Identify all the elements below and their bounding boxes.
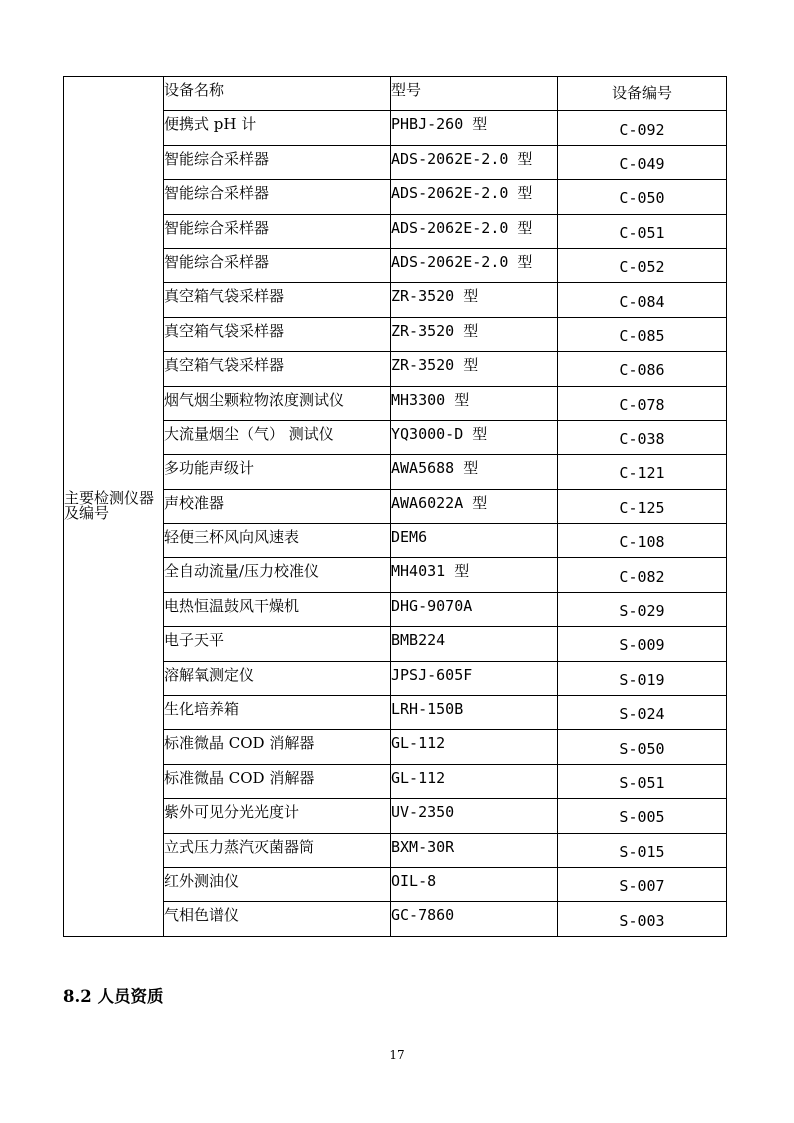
table-row: [64, 696, 727, 730]
table-row: [64, 833, 727, 867]
table-row: [64, 455, 727, 489]
model-cell: UV-2350: [391, 799, 558, 833]
model-cell: ADS-2062E-2.0 型: [391, 145, 558, 179]
equipment-name-cell: 标准微晶 COD 消解器: [164, 764, 391, 798]
equipment-name-cell: 真空箱气袋采样器: [164, 317, 391, 351]
table-row: [64, 489, 727, 523]
equipment-code-cell: S-007: [558, 867, 727, 901]
model-cell: BXM-30R: [391, 833, 558, 867]
table-row: [64, 180, 727, 214]
equipment-code-cell: C-108: [558, 524, 727, 558]
model-cell: DHG-9070A: [391, 592, 558, 626]
model-cell: BMB224: [391, 627, 558, 661]
model-cell: PHBJ-260 型: [391, 111, 558, 145]
equipment-name-cell: 真空箱气袋采样器: [164, 283, 391, 317]
model-cell: AWA5688 型: [391, 455, 558, 489]
equipment-name-cell: 标准微晶 COD 消解器: [164, 730, 391, 764]
equipment-code-cell: C-085: [558, 317, 727, 351]
equipment-name-cell: 烟气烟尘颗粒物浓度测试仪: [164, 386, 391, 420]
table-row: [64, 352, 727, 386]
equipment-code-cell: S-015: [558, 833, 727, 867]
model-cell: AWA6022A 型: [391, 489, 558, 523]
equipment-code-cell: S-051: [558, 764, 727, 798]
equipment-name-cell: 真空箱气袋采样器: [164, 352, 391, 386]
section-heading: 8.2 人员资质: [63, 987, 164, 1006]
model-cell: GL-112: [391, 764, 558, 798]
table-row: [64, 145, 727, 179]
table-row: [64, 627, 727, 661]
equipment-table: [63, 76, 727, 937]
model-cell: YQ3000-D 型: [391, 420, 558, 454]
table-row: [64, 524, 727, 558]
table-row: [64, 111, 727, 145]
model-cell: ZR-3520 型: [391, 283, 558, 317]
equipment-name-cell: 大流量烟尘（气） 测试仪: [164, 420, 391, 454]
model-cell: MH4031 型: [391, 558, 558, 592]
model-cell: ADS-2062E-2.0 型: [391, 248, 558, 282]
equipment-name-cell: 多功能声级计: [164, 455, 391, 489]
table-row: [64, 592, 727, 626]
header-equipment-name: 设备名称: [164, 77, 391, 111]
model-cell: MH3300 型: [391, 386, 558, 420]
equipment-code-cell: S-019: [558, 661, 727, 695]
page-number: 17: [389, 1048, 405, 1062]
table-row: [64, 386, 727, 420]
equipment-code-cell: S-003: [558, 902, 727, 936]
table-row: [64, 317, 727, 351]
model-cell: ZR-3520 型: [391, 317, 558, 351]
equipment-name-cell: 电子天平: [164, 627, 391, 661]
table-row: [64, 420, 727, 454]
table-row: [64, 283, 727, 317]
table-row: [64, 248, 727, 282]
equipment-code-cell: S-029: [558, 592, 727, 626]
equipment-code-cell: C-084: [558, 283, 727, 317]
equipment-name-cell: 气相色谱仪: [164, 902, 391, 936]
equipment-name-cell: 智能综合采样器: [164, 214, 391, 248]
table-row: [64, 764, 727, 798]
equipment-name-cell: 生化培养箱: [164, 696, 391, 730]
equipment-code-cell: C-125: [558, 489, 727, 523]
table-row: [64, 558, 727, 592]
equipment-code-cell: S-050: [558, 730, 727, 764]
model-cell: JPSJ-605F: [391, 661, 558, 695]
equipment-code-cell: C-092: [558, 111, 727, 145]
category-label: 主要检测仪器及编号: [64, 489, 155, 523]
model-cell: DEM6: [391, 524, 558, 558]
equipment-name-cell: 全自动流量/压力校准仪: [164, 558, 391, 592]
model-cell: GL-112: [391, 730, 558, 764]
header-model: 型号: [391, 77, 558, 111]
equipment-name-cell: 溶解氧测定仪: [164, 661, 391, 695]
table-row: [64, 867, 727, 901]
model-cell: ZR-3520 型: [391, 352, 558, 386]
equipment-code-cell: C-121: [558, 455, 727, 489]
equipment-name-cell: 声校准器: [164, 489, 391, 523]
equipment-code-cell: S-005: [558, 799, 727, 833]
equipment-code-cell: C-078: [558, 386, 727, 420]
table-row: [64, 799, 727, 833]
equipment-code-cell: S-009: [558, 627, 727, 661]
equipment-code-cell: C-050: [558, 180, 727, 214]
model-cell: GC-7860: [391, 902, 558, 936]
equipment-code-cell: C-086: [558, 352, 727, 386]
equipment-name-cell: 轻便三杯风向风速表: [164, 524, 391, 558]
equipment-name-cell: 智能综合采样器: [164, 180, 391, 214]
table-row: [64, 661, 727, 695]
equipment-code-cell: C-082: [558, 558, 727, 592]
equipment-name-cell: 紫外可见分光光度计: [164, 799, 391, 833]
equipment-name-cell: 电热恒温鼓风干燥机: [164, 592, 391, 626]
table-row: [64, 902, 727, 936]
table-row: [64, 730, 727, 764]
table-row: [64, 214, 727, 248]
equipment-code-cell: C-052: [558, 248, 727, 282]
table-header-row: [64, 77, 727, 111]
equipment-code-cell: C-038: [558, 420, 727, 454]
equipment-name-cell: 立式压力蒸汽灭菌器筒: [164, 833, 391, 867]
equipment-name-cell: 便携式 pH 计: [164, 111, 391, 145]
equipment-name-cell: 智能综合采样器: [164, 145, 391, 179]
equipment-name-cell: 红外测油仪: [164, 867, 391, 901]
equipment-name-cell: 智能综合采样器: [164, 248, 391, 282]
category-cell: [64, 77, 164, 937]
model-cell: LRH-150B: [391, 696, 558, 730]
header-equipment-code: 设备编号: [558, 77, 727, 111]
equipment-code-cell: C-051: [558, 214, 727, 248]
model-cell: OIL-8: [391, 867, 558, 901]
model-cell: ADS-2062E-2.0 型: [391, 180, 558, 214]
model-cell: ADS-2062E-2.0 型: [391, 214, 558, 248]
equipment-table-body: [64, 77, 727, 937]
equipment-code-cell: C-049: [558, 145, 727, 179]
equipment-code-cell: S-024: [558, 696, 727, 730]
